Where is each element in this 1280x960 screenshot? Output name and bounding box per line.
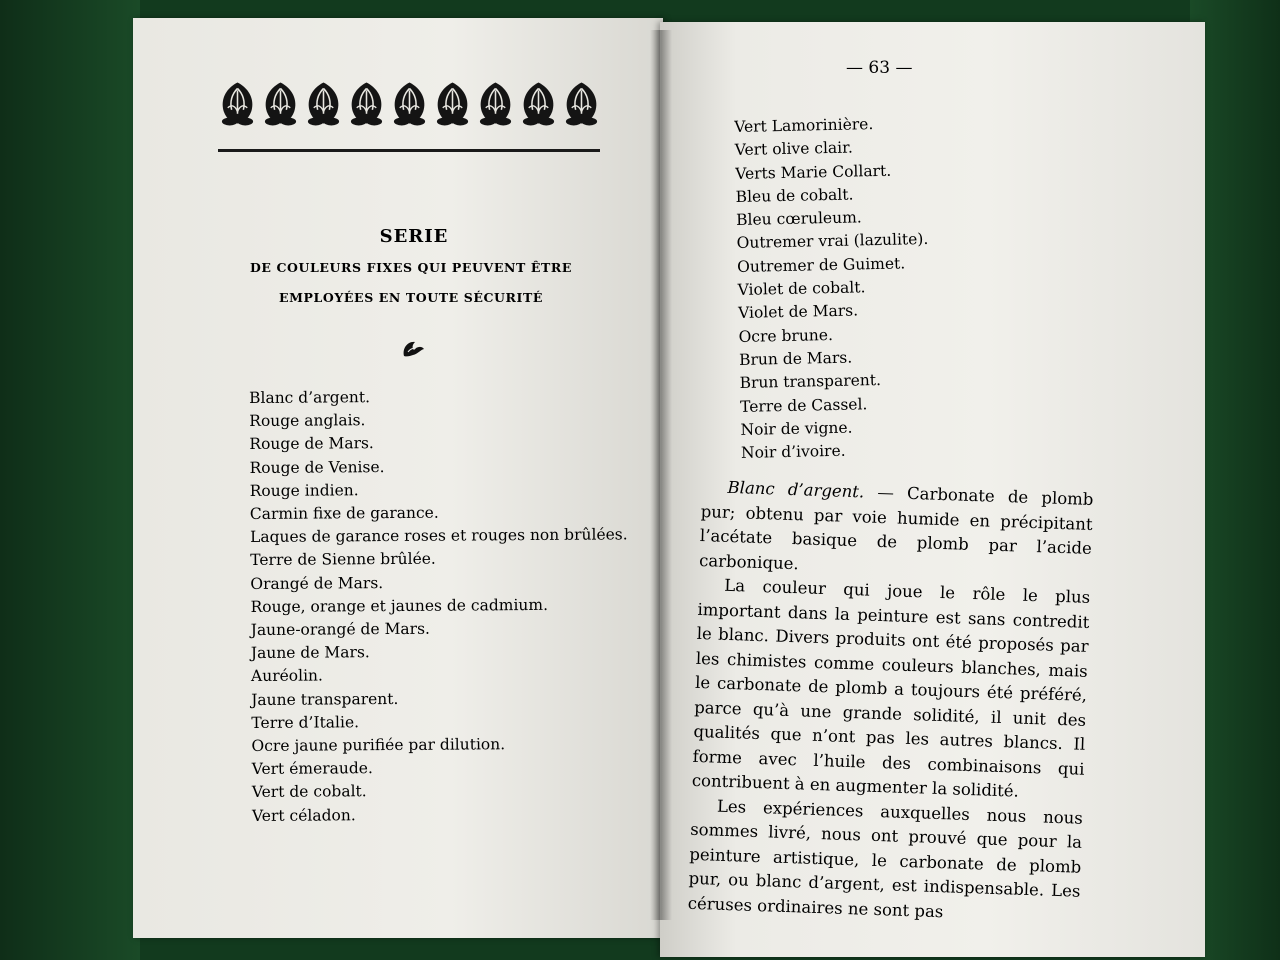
left-list-item: Ocre jaune purifiée par dilution.	[251, 735, 506, 756]
ornament-rule	[218, 149, 600, 152]
left-list-item: Vert de cobalt.	[251, 782, 367, 802]
left-list-item: Vert céladon.	[251, 805, 356, 825]
ornament-leaf-icon	[304, 78, 343, 130]
right-list-item: Outremer vrai (lazulite).	[736, 230, 929, 253]
ornament-leaf-icon	[218, 78, 257, 130]
serie-heading: SERIE	[379, 226, 449, 247]
right-color-list	[734, 110, 1041, 466]
left-list-item: Jaune de Mars.	[250, 643, 370, 663]
left-list-item: Laques de garance roses et rouges non brûlées.	[249, 525, 628, 547]
ornament-leaf-icon	[476, 78, 515, 130]
right-list-item: Bleu de cobalt.	[735, 185, 854, 206]
right-list-item: Noir d’ivoire.	[740, 441, 846, 463]
left-color-list	[249, 384, 632, 828]
left-list-item: Terre de Sienne brûlée.	[250, 550, 436, 570]
right-list-item: Verts Marie Collart.	[735, 161, 892, 183]
paragraph-1	[699, 475, 1094, 586]
body-text	[687, 475, 1093, 929]
left-list-item: Rouge, orange et jaunes de cadmium.	[250, 595, 549, 616]
right-list-item: Terre de Cassel.	[739, 394, 868, 416]
book-gutter	[650, 30, 672, 920]
right-list-item: Brun transparent.	[739, 371, 882, 393]
left-list-item: Rouge de Venise.	[249, 457, 385, 477]
right-list-item: Violet de cobalt.	[737, 278, 866, 300]
left-list-item: Auréolin.	[250, 666, 324, 686]
ornament-leaf-icon	[519, 78, 558, 130]
ornament-leaf-icon	[390, 78, 429, 130]
fleuron-icon	[400, 336, 426, 362]
left-list-item: Rouge anglais.	[249, 411, 366, 431]
ornament-leaf-icon	[433, 78, 472, 130]
left-list-item: Jaune-orangé de Mars.	[250, 619, 431, 640]
left-list-item: Orangé de Mars.	[250, 573, 384, 593]
background-left	[0, 0, 140, 960]
left-list-item: Jaune transparent.	[251, 689, 399, 709]
left-list-item: Terre d’Italie.	[251, 713, 360, 732]
ornament-band	[218, 78, 602, 152]
left-list-item: Carmin fixe de garance.	[249, 503, 439, 524]
left-list-item: Vert émeraude.	[251, 759, 373, 779]
paragraph-1-text: — Carbonate de plomb pur; obtenu par voie humide en précipitant l’acétate basique de plomb par l’acide carbonique.	[698, 482, 1094, 573]
paragraph-1-lead: Blanc d’argent.	[727, 477, 865, 502]
right-list-item: Bleu cœruleum.	[735, 208, 862, 230]
right-list-item: Ocre brune.	[738, 325, 834, 346]
right-list-item: Noir de vigne.	[740, 418, 853, 439]
serie-subheading-line1: DE COULEURS FIXES QUI PEUVENT ÊTRE	[249, 260, 573, 275]
right-list-item: Violet de Mars.	[737, 301, 859, 323]
left-list-item: Blanc d’argent.	[249, 388, 371, 407]
page-number: — 63 —	[846, 58, 913, 78]
right-list-item: Outremer de Guimet.	[736, 254, 906, 276]
left-list-item: Rouge indien.	[249, 481, 359, 500]
paragraph-3: Les expériences auxquelles nous nous sommes livré, nous ont prouvé que pour la peinture artistique, le carbonate de plomb pur, ou blanc d’argent, est indispensable. Les céruses ordinaires ne sont pas	[687, 796, 1084, 921]
ornament-leaf-icon	[261, 78, 300, 130]
paragraph-2: La couleur qui joue le rôle le plus important dans la peinture est sans contredit le blanc. Divers produits ont été proposés par les chimistes comme couleurs blanches, mais le carbonate de plomb a toujours été préféré, parce qu’à une grande solidité, il unit des qualités que n’ont pas les autres blancs. Il forme avec l’huile des combinaisons qui contribuent à en augmenter la solidité.	[691, 575, 1091, 801]
right-list-item: Brun de Mars.	[738, 348, 853, 369]
left-list-item: Rouge de Mars.	[249, 434, 374, 454]
ornament-leaf-icon	[347, 78, 386, 130]
right-list-item: Vert Lamorinière.	[734, 115, 874, 136]
right-list-item: Vert olive clair.	[734, 138, 853, 160]
ornament-leaf-icon	[562, 78, 601, 130]
serie-subheading-line2: EMPLOYÉES EN TOUTE SÉCURITÉ	[278, 290, 544, 305]
